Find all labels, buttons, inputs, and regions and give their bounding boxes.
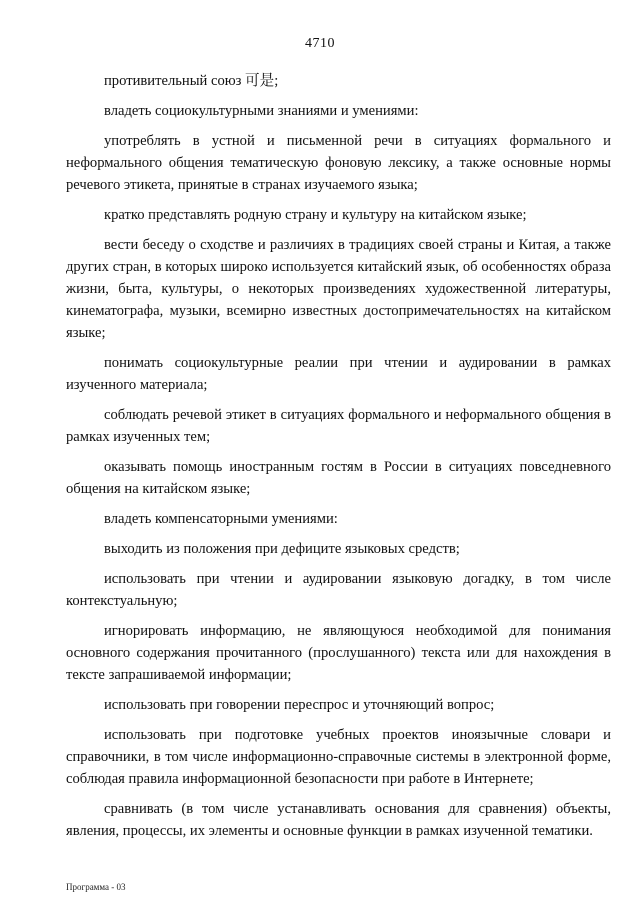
paragraph: владеть компенсаторными умениями: bbox=[104, 511, 338, 527]
paragraph: владеть социокультурными знаниями и умениями: bbox=[104, 103, 419, 119]
paragraph: использовать при чтении и аудировании языковую догадку, в том числе контекстуальную; bbox=[66, 571, 611, 609]
paragraph: использовать при подготовке учебных проектов иноязычные словари и справочники, в том числе информационно-справочные системы в электронной форме, соблюдая правила информационной безопасности при работе в Интернете; bbox=[66, 727, 611, 787]
paragraph: использовать при говорении переспрос и уточняющий вопрос; bbox=[104, 697, 495, 713]
paragraph: понимать социокультурные реалии при чтении и аудировании в рамках изученного материала; bbox=[66, 355, 611, 393]
paragraph: соблюдать речевой этикет в ситуациях формального и неформального общения в рамках изученных тем; bbox=[66, 407, 611, 445]
document-body bbox=[66, 70, 611, 850]
page-number: 4710 bbox=[305, 36, 335, 51]
footer-note: Программа - 03 bbox=[66, 882, 126, 892]
paragraph: оказывать помощь иностранным гостям в России в ситуациях повседневного общения на китайском языке; bbox=[66, 459, 611, 497]
paragraph: противительный союз 可是; bbox=[104, 73, 279, 89]
paragraph: игнорировать информацию, не являющуюся необходимой для понимания основного содержания прочитанного (прослушанного) текста или для нахождения в тексте запрашиваемой информации; bbox=[66, 623, 611, 683]
paragraph: выходить из положения при дефиците языковых средств; bbox=[104, 541, 460, 557]
paragraph: кратко представлять родную страну и культуру на китайском языке; bbox=[104, 207, 527, 223]
paragraph: сравнивать (в том числе устанавливать основания для сравнения) объекты, явления, процессы, их элементы и основные функции в рамках изученной тематики. bbox=[66, 801, 611, 839]
paragraph: вести беседу о сходстве и различиях в традициях своей страны и Китая, а также других стран, в которых широко используется китайский язык, об особенностях образа жизни, быта, культуры, о некоторых произведениях художественной литературы, кинематографа, музыки, всемирно известных достопримечательностях на китайском языке; bbox=[66, 237, 611, 341]
paragraph: употреблять в устной и письменной речи в ситуациях формального и неформального общения тематическую фоновую лексику, а также основные нормы речевого этикета, принятые в странах изучаемого языка; bbox=[66, 133, 611, 193]
